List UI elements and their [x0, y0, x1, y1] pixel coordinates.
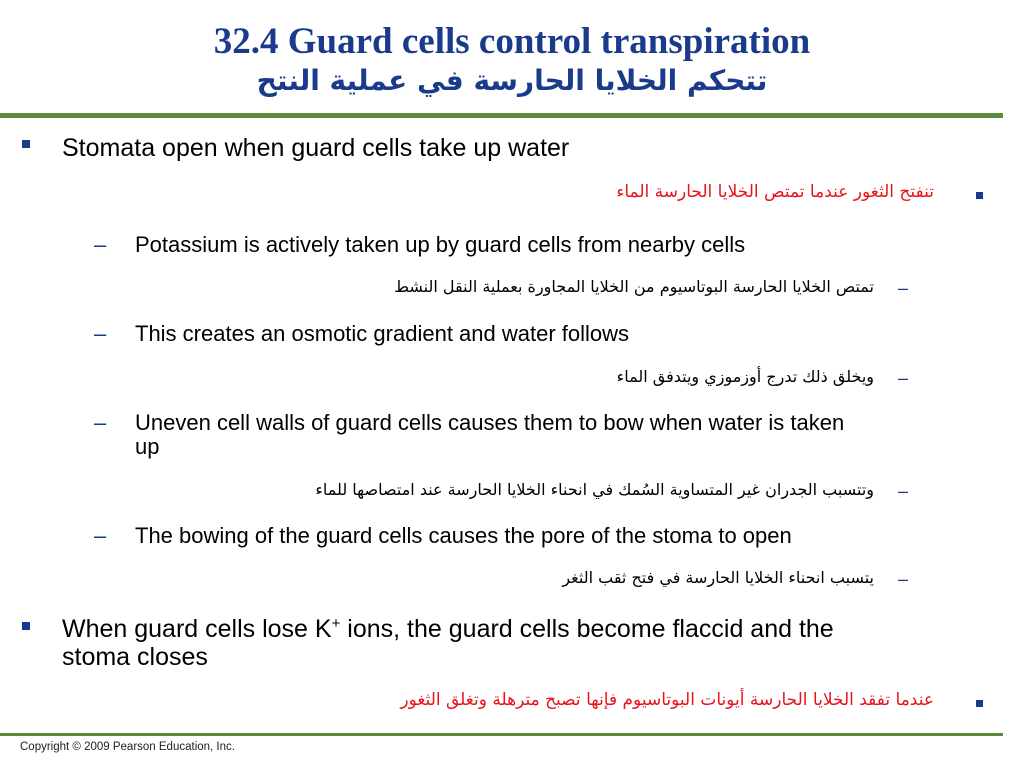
sub-bullet-dash: – — [898, 569, 909, 589]
slide-title: 32.4 Guard cells control transpiration — [213, 21, 811, 62]
sub-bullet-2-english: This creates an osmotic gradient and water follows — [135, 321, 630, 346]
bullet-marker — [976, 192, 983, 199]
sub-bullet-dash: – — [94, 523, 107, 548]
bullet-1-english: Stomata open when guard cells take up water — [62, 134, 570, 162]
sub-bullet-dash: – — [898, 481, 909, 501]
sub-bullet-dash: – — [94, 321, 107, 346]
sub-bullet-4-arabic: يتسبب انحناء الخلايا الحارسة في فتح ثقب الثغر — [562, 568, 874, 587]
sub-bullet-1-english: Potassium is actively taken up by guard cells from nearby cells — [135, 232, 746, 257]
sub-bullet-dash: – — [94, 410, 107, 435]
sub-bullet-1-arabic: تمتص الخلايا الحارسة البوتاسيوم من الخلايا المجاورة بعملية النقل النشط — [394, 277, 874, 296]
copyright-notice: Copyright © 2009 Pearson Education, Inc. — [20, 741, 235, 753]
bullet-1-arabic: تنفتح الثغور عندما تمتص الخلايا الحارسة الماء — [616, 182, 934, 202]
sub-bullet-3-arabic: وتتسبب الجدران غير المتساوية السُمك في انحناء الخلايا الحارسة عند امتصاصها للماء — [315, 480, 874, 499]
slide-title-arabic: تتحكم الخلايا الحارسة في عملية النتح — [256, 64, 768, 97]
bullet-marker — [976, 700, 983, 707]
title-divider — [0, 113, 1003, 118]
bullet-marker — [22, 140, 30, 148]
bullet-marker — [22, 622, 30, 630]
sub-bullet-3-english-line-2: up — [135, 434, 160, 459]
bullet-2-arabic: عندما تفقد الخلايا الحارسة أيونات البوتاسيوم فإنها تصبح مترهلة وتغلق الثغور — [400, 690, 934, 710]
sub-bullet-dash: – — [898, 278, 909, 298]
sub-bullet-4-english: The bowing of the guard cells causes the pore of the stoma to open — [135, 523, 792, 548]
sub-bullet-dash: – — [94, 232, 107, 257]
bullet-2-english-line-1: When guard cells lose K+ ions, the guard cells become flaccid and the — [62, 615, 834, 643]
bullet-2-english-line-2: stoma closes — [62, 643, 208, 671]
sub-bullet-dash: – — [898, 368, 909, 388]
footer-divider — [0, 733, 1003, 736]
sub-bullet-2-arabic: ويخلق ذلك تدرج أوزموزي ويتدفق الماء — [616, 367, 874, 386]
sub-bullet-3-english-line-1: Uneven cell walls of guard cells causes them to bow when water is taken — [135, 410, 845, 435]
